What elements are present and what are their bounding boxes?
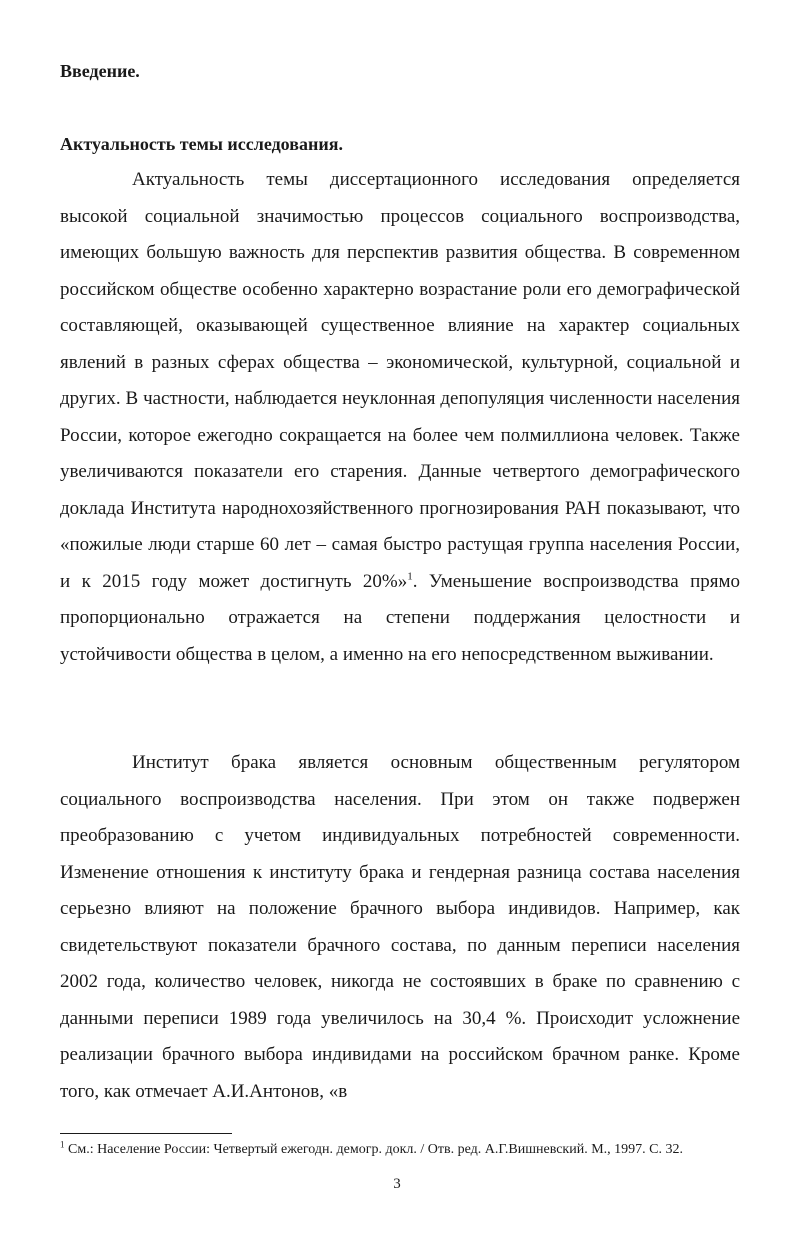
topic-heading: Актуальность темы исследования. [60,134,343,154]
footnote [60,1141,750,1159]
paragraph-relevance-text: Актуальность темы диссертационного исследования определяется высокой социальной значимостью процессов социального воспроизводства, имеющих большую важность для перспектив развития общества. В современном российском обществе особенно характерно возрастание роли его демографической составляющей, оказывающей существенное влияние на характер социальных явлений в разных сферах общества – экономической, культурной, социальной и других. В частности, наблюдается неуклонная депопуляция численности населения России, которое ежегодно сокращается на более чем полмиллиона человек. Также увеличиваются показатели его старения. Данные четвертого демографического доклада Института народнохозяйственного прогнозирования РАН показывают, что «пожилые люди старше 60 лет – самая быстро растущая группа населения России, и к 2015 году может достигнуть 20%» [60,169,740,592]
footnote-reference[interactable]: 1 [407,570,413,583]
paragraph-marriage-institution: Институт брака является основным общественным регулятором социального воспроизводства населения. При этом он также подвержен преобразованию с учетом индивидуальных потребностей современности. Изменение отношения к институту брака и гендерная разница состава населения серьезно влияют на положение брачного выбора индивидов. Например, как свидетельствуют показатели брачного состава, по данным переписи населения 2002 года, количество человек, никогда не состоявших в браке по сравнению с данными переписи 1989 года увеличилось на 30,4 %. Происходит усложнение реализации брачного выбора индивидами на российском брачном ранке. Кроме того, как отмечает А.И.Антонов, «в [60,752,740,1102]
page-number: 3 [393,1176,401,1192]
paragraph-relevance [60,162,740,673]
paragraph-relevance-continuation: . Уменьшение воспроизводства прямо пропорционально отражается на степени поддержания целостности и устойчивости общества в целом, а именно на его непосредственном выживании. [60,570,740,665]
footnote-divider [60,1133,232,1134]
intro-heading: Введение. [60,61,140,81]
footnote-text: См.: Население России: Четвертый ежегодн. демогр. докл. / Отв. ред. А.Г.Вишневский. М., 1997. С. 32. [64,1142,684,1157]
footnote-marker: 1 [60,1139,65,1150]
